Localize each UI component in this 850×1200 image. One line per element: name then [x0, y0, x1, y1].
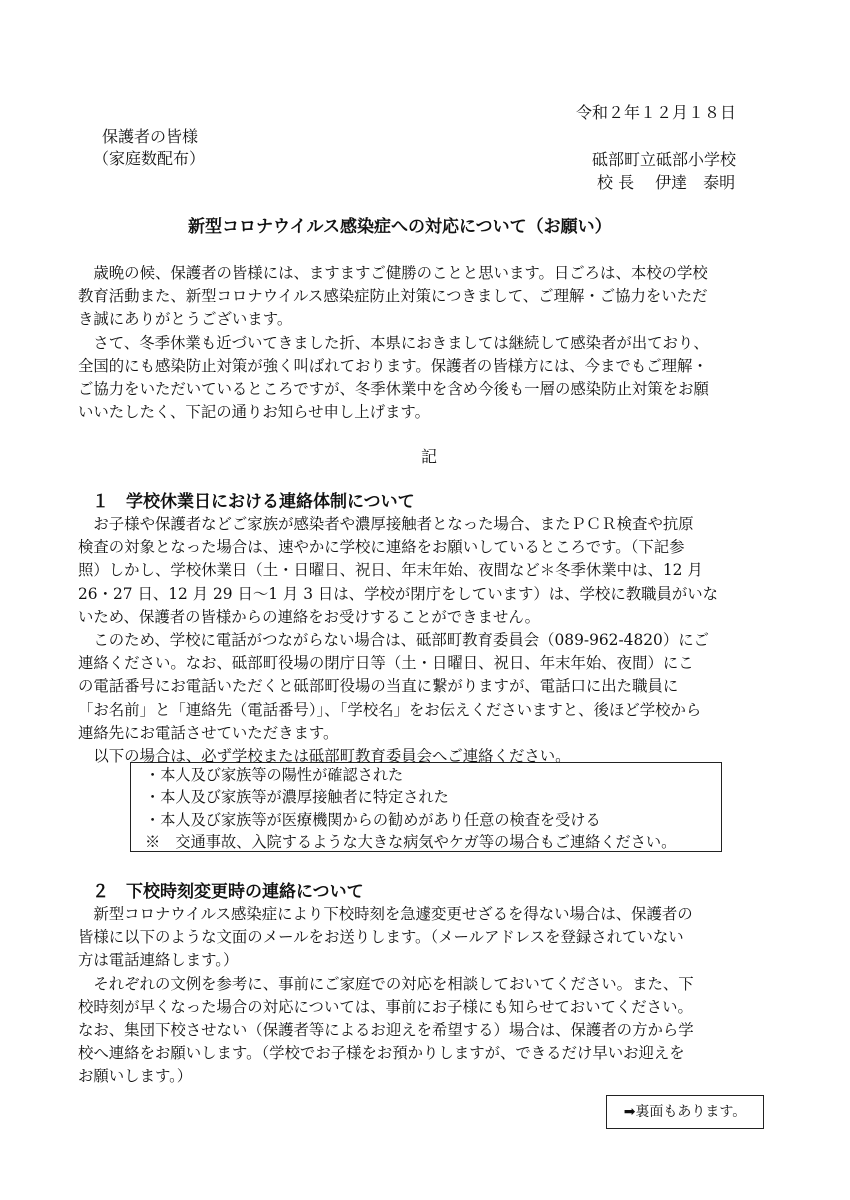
section2-line: それぞれの文例を参考に、事前にご家庭での対応を相談しておいてください。また、下	[78, 974, 694, 993]
box-item: ・本人及び家族等が医療機関からの勧めがあり任意の検査を受ける	[145, 810, 601, 829]
ki-marker: 記	[421, 447, 438, 466]
section1-line: このため、学校に電話がつながらない場合は、砥部町教育委員会（089-962-4820）にご	[78, 631, 709, 650]
section2-line: なお、集団下校させない（保護者等によるお迎えを希望する）場合は、保護者の方から学	[78, 1021, 694, 1040]
section2-body	[78, 903, 778, 1089]
section2-line: 皆様に以下のような文面のメールをお送りします。（メールアドレスを登録されていない	[78, 928, 684, 947]
intro-line: 教育活動また、新型コロナウイルス感染症防止対策につきまして、ご理解・ご協力をいただ	[78, 287, 708, 306]
distribution-note: （家庭数配布）	[93, 149, 206, 168]
section1-line: 「お名前」と「連絡先（電話番号）」、「学校名」をお伝えくださいますと、後ほど学校から	[78, 700, 702, 719]
section2-line: 校へ連絡をお願いします。（学校でお子様をお預かりしますが、できるだけ早いお迎えを	[78, 1044, 685, 1063]
sender-principal: 校 長 伊達 泰明	[597, 173, 736, 192]
section1-line: 26・27 日、12 月 29 日～1 月 3 日は、学校が閉庁をしています）は、学校に教職員がいな	[78, 584, 719, 603]
intro-line: 歳晩の候、保護者の皆様には、ますますご健勝のことと思います。日ごろは、本校の学校	[78, 264, 708, 282]
date: 令和２年１２月１８日	[576, 103, 737, 122]
intro-line: ご協力をいただいているところですが、冬季休業中を含め今後も一層の感染防止対策をお願	[78, 380, 709, 399]
intro-line: き誠にありがとうございます。	[78, 310, 293, 329]
box-item: ※ 交通事故、入院するような大きな病気やケガ等の場合もご連絡ください。	[145, 832, 677, 851]
intro-paragraph	[78, 262, 778, 424]
section1-heading: １ 学校休業日における連絡体制について	[92, 492, 415, 512]
intro-line: さて、冬季休業も近づいてきました折、本県におきましては継続して感染者が出ており、	[78, 333, 709, 352]
section1-line: 連絡先にお電話させていただきます。	[78, 723, 339, 742]
box-item: ・本人及び家族等の陽性が確認された	[145, 766, 404, 784]
contact-conditions-box	[130, 762, 722, 852]
section1-line: 連絡ください。なお、砥部町役場の閉庁日等（土・日曜日、祝日、年末年始、夜間）にこ	[78, 654, 694, 673]
section1-line: 検査の対象となった場合は、速やかに学校に連絡をお願いしているところです。（下記参	[78, 538, 685, 557]
addressee: 保護者の皆様	[102, 127, 199, 146]
sender-school: 砥部町立砥部小学校	[592, 150, 737, 169]
intro-line: 全国的にも感染防止対策が強く叫ばれております。保護者の皆様方には、今までもご理解・	[78, 356, 708, 375]
section1-line: の電話番号にお電話いただくと砥部町役場の当直に繋がりますが、電話口に出た職員に	[78, 677, 679, 696]
section1-body	[78, 513, 778, 768]
section2-line: 新型コロナウイルス感染症により下校時刻を急遽変更せざるを得ない場合は、保護者の	[78, 905, 693, 923]
intro-line: いいたしたく、下記の通りお知らせ申し上げます。	[78, 403, 430, 422]
document-title: 新型コロナウイルス感染症への対応について（お願い）	[188, 217, 612, 237]
section2-line: 校時刻が早くなった場合の対応については、事前にお子様にも知らせておいてください。	[78, 997, 693, 1016]
section1-line: 以下の場合は、必ず学校または砥部町教育委員会へご連絡ください。	[78, 747, 571, 766]
reverse-side-note: ➡裏面もあります。	[606, 1095, 764, 1129]
box-item: ・本人及び家族等が濃厚接触者に特定された	[145, 788, 449, 807]
section1-line: お子様や保護者などご家族が感染者や濃厚接触者となった場合、またＰＣＲ検査や抗原	[78, 515, 694, 533]
section1-line: いため、保護者の皆様からの連絡をお受けすることができません。	[78, 607, 541, 626]
section2-heading: ２ 下校時刻変更時の連絡について	[92, 882, 364, 902]
section1-line: 照）しかし、学校休業日（土・日曜日、祝日、年末年始、夜間など＊冬季休業中は、12 月	[78, 561, 703, 580]
section2-line: 方は電話連絡します。）	[78, 951, 239, 970]
section2-line: お願いします。）	[78, 1067, 193, 1086]
